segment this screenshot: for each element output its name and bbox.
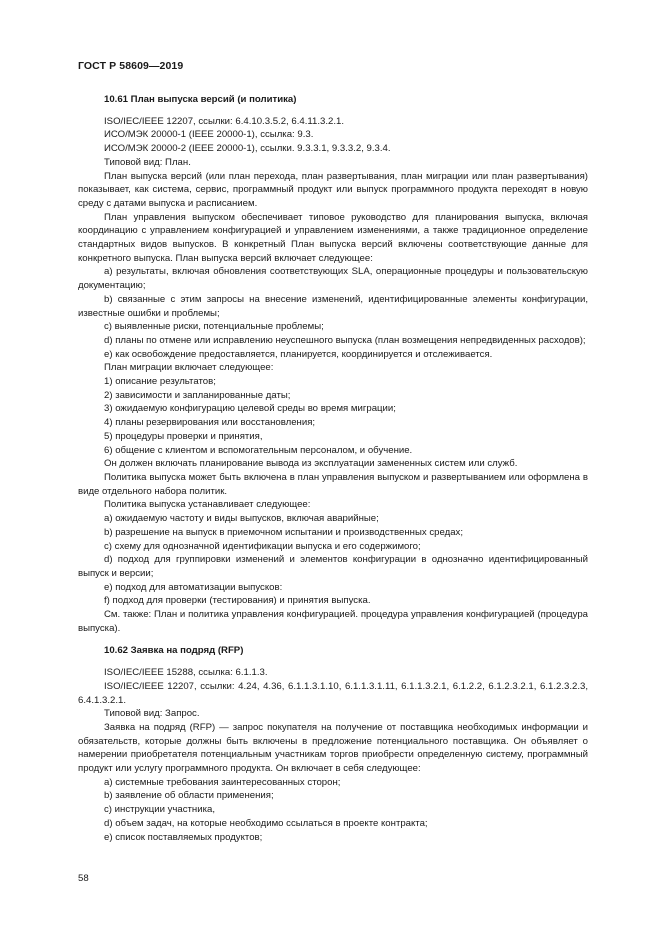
body-paragraph: План выпуска версий (или план перехода, план развертывания, план миграции или план развертывания) показывает, как система, сервис, программный продукт или выпуск программного продукта переходят в новую среду с датами выпуска и расписанием. — [78, 170, 588, 209]
list-item: d) объем задач, на которые необходимо ссылаться в проекте контракта; — [104, 817, 428, 829]
list-item: d) планы по отмене или исправлению неуспешного выпуска (план возмещения непредвиденных расходов); — [104, 334, 586, 346]
list-item: 3) ожидаемую конфигурацию целевой среды во время миграции; — [104, 403, 396, 415]
list-item: a) ожидаемую частоту и виды выпусков, включая аварийные; — [104, 513, 379, 525]
list-item: a) результаты, включая обновления соответствующих SLA, операционные процедуры и пользовательскую документацию; — [78, 266, 588, 292]
section-10-61 — [78, 93, 588, 635]
list-item: f) подход для проверки (тестирования) и принятия выпуска. — [104, 595, 371, 607]
reference-line: ISO/IEC/IEEE 12207, ссылки: 6.4.10.3.5.2, 6.4.11.3.2.1. — [104, 115, 344, 127]
list-item: e) список поставляемых продуктов; — [104, 831, 263, 843]
section-title: 10.61 План выпуска версий (и политика) — [104, 94, 297, 105]
reference-line: ISO/IEC/IEEE 12207, ссылки: 4.24, 4.36, 6.1.1.3.1.10, 6.1.1.3.1.11, 6.1.1.3.2.1, 6.1.2.2, 6.1.2.3.2.1, 6.1.2.3.2.3, 6.4.1.3.2.1. — [78, 680, 588, 706]
type-line: Типовой вид: План. — [104, 156, 191, 168]
list-item: c) схему для однозначной идентификации выпуска и его содержимого; — [104, 540, 421, 552]
list-item: c) инструкции участника, — [104, 804, 215, 816]
list-item: e) как освобождение предоставляется, планируется, координируется и отслеживается. — [104, 348, 493, 360]
reference-line: ISO/IEC/IEEE 15288, ссылка: 6.1.1.3. — [104, 667, 268, 679]
type-line: Типовой вид: Запрос. — [104, 708, 200, 720]
list-item: d) подход для группировки изменений и элементов конфигурации в однозначно идентифицированный выпуск и версии; — [78, 554, 588, 579]
list-item: b) разрешение на выпуск в приемочном испытании и производственных средах; — [104, 526, 463, 538]
body-paragraph: Политика выпуска устанавливает следующее: — [104, 499, 311, 511]
reference-line: ИСО/МЭК 20000-2 (IEEE 20000-1), ссылки. 9.3.3.1, 9.3.3.2, 9.3.4. — [104, 143, 391, 155]
list-item: e) подход для автоматизации выпусков: — [104, 581, 283, 593]
list-item: b) связанные с этим запросы на внесение изменений, идентифицированные элементы конфигурации, известные ошибки и проблемы; — [78, 293, 588, 319]
section-title: 10.62 Заявка на подряд (RFP) — [104, 645, 244, 657]
reference-line: ИСО/МЭК 20000-1 (IEEE 20000-1), ссылка: 9.3. — [104, 129, 314, 141]
body-paragraph: Политика выпуска может быть включена в план управления выпуском и развертыванием или оформлена в виде отдельного набора политик. — [78, 471, 588, 497]
document-body — [78, 93, 588, 844]
list-item: 4) планы резервирования или восстановления; — [104, 417, 316, 429]
list-item: b) заявление об области применения; — [104, 790, 274, 802]
section-10-62 — [78, 644, 588, 844]
page-number: 58 — [78, 873, 89, 884]
body-paragraph: Он должен включать планирование вывода из эксплуатации замененных систем или служб. — [104, 458, 518, 470]
body-paragraph: План миграции включает следующее: — [104, 362, 274, 374]
see-also-paragraph: См. также: План и политика управления конфигурацией. процедура управления конфигурацией (процедура выпуска). — [78, 609, 588, 634]
list-item: 5) процедуры проверки и принятия, — [104, 430, 263, 442]
list-item: 6) общение с клиентом и вспомогательным персоналом, и обучение. — [104, 444, 413, 456]
body-paragraph: План управления выпуском обеспечивает типовое руководство для планирования выпуска, включая координацию с управлением конфигурацией и управлением изменениями, а также традиционное определение стандартных видов выпусков. В конкретный План выпуска версий включены соответствующие данные для конкретного выпуска. План выпуска версий включает следующее: — [78, 211, 588, 264]
list-item: 1) описание результатов; — [104, 376, 216, 388]
body-paragraph: Заявка на подряд (RFP) — запрос покупателя на получение от поставщика необходимых информации и обязательств, которые должны быть включены в предложение потенциального поставщика. Он объявляет о намерении приобретателя потенциальным участникам торгов приобрести определенную систему, программный продукт или услугу программного продукта. Он включает в себя следующее: — [78, 721, 588, 775]
list-item: a) системные требования заинтересованных сторон; — [104, 776, 341, 788]
document-header: ГОСТ Р 58609—2019 — [78, 60, 184, 72]
list-item: 2) зависимости и запланированные даты; — [104, 389, 291, 401]
list-item: c) выявленные риски, потенциальные проблемы; — [104, 321, 324, 333]
